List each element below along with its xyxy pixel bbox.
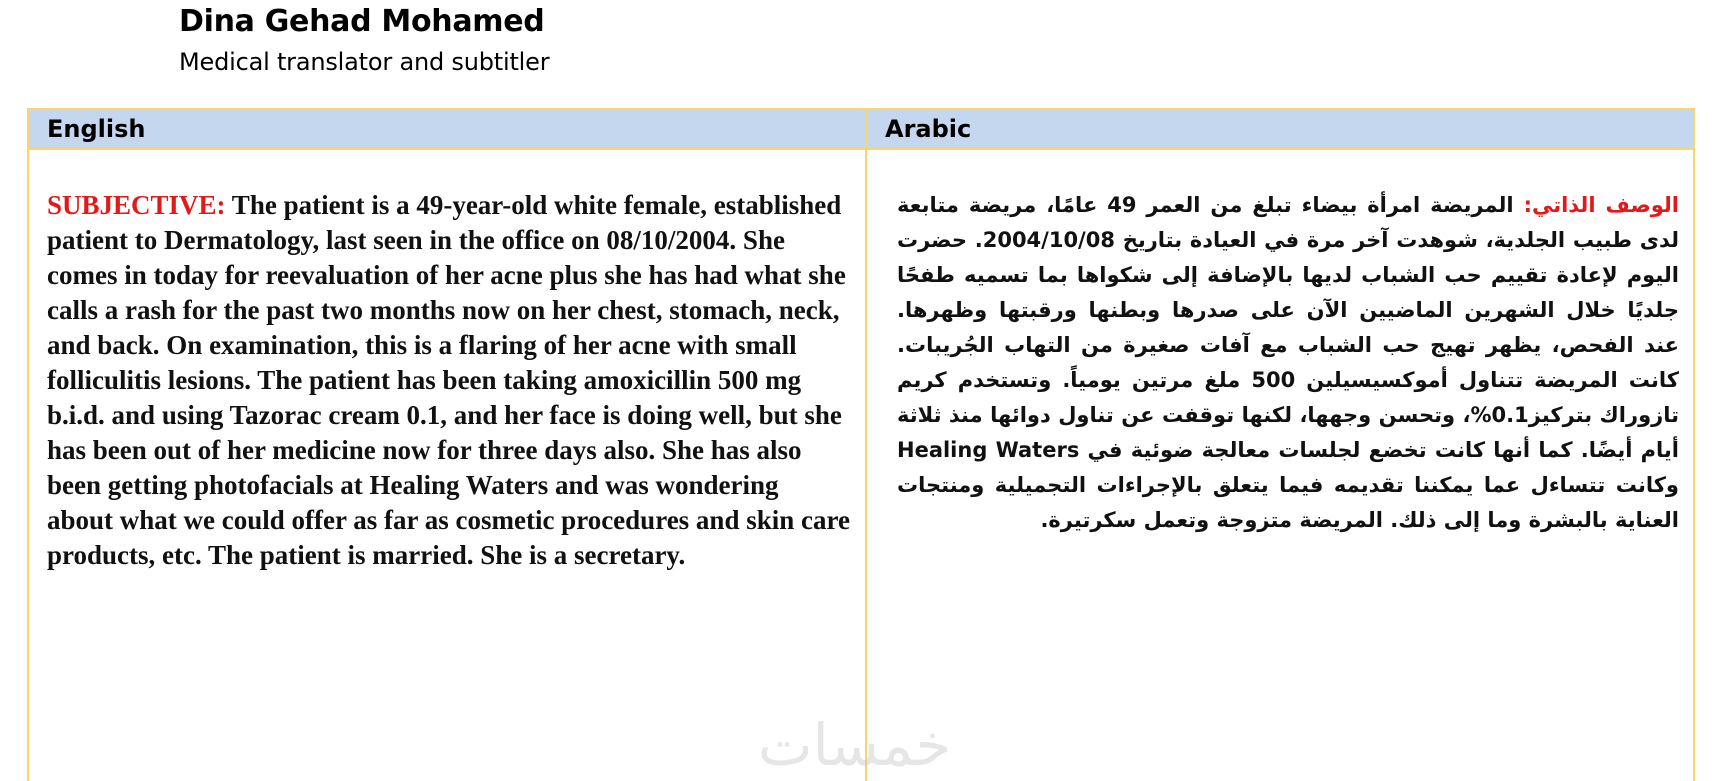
table-row (28, 149, 1694, 781)
author-name: Dina Gehad Mohamed (179, 4, 545, 39)
column-header-arabic: Arabic (866, 109, 1694, 149)
english-section-label: SUBJECTIVE: (47, 190, 226, 220)
arabic-section-label: الوصف الذاتي: (1523, 193, 1680, 217)
english-body-text: The patient is a 49-year-old white female, established patient to Dermatology, last seen in the office on 08/10/2004. She comes in today for reevaluation of her acne plus she has had what she calls a rash for the past two months now on her chest, stomach, neck, and back. On examination, this is a flaring of her acne with small folliculitis lesions. The patient has been taking amoxicillin 500 mg b.i.d. and using Tazorac cream 0.1, and her face is doing well, but she has been out of her medicine now for three days also. She has also been getting photofacials at Healing Waters and was wondering about what we could offer as far as cosmetic procedures and skin care products, etc. The patient is married. She is a secretary. (47, 190, 850, 570)
arabic-paragraph (897, 188, 1679, 538)
column-header-english: English (28, 109, 866, 149)
translation-table (27, 108, 1695, 781)
document-header (179, 2, 549, 77)
english-paragraph (47, 188, 851, 573)
english-cell (28, 149, 866, 781)
table-header-row (28, 109, 1694, 149)
author-role: Medical translator and subtitler (179, 48, 550, 76)
watermark-logo: خمسات (758, 711, 952, 779)
arabic-cell (866, 149, 1694, 781)
arabic-body-text: المريضة امرأة بيضاء تبلغ من العمر 49 عامًا، مريضة متابعة لدى طبيب الجلدية، شوهدت آخر مرة في العيادة بتاريخ 2004/10/08. حضرت اليوم لإعادة تقييم حب الشباب لديها بالإضافة إلى شكواها بما تسميه طفحًا جلديًا خلال الشهرين الماضيين الآن على صدرها وبطنها ورقبتها وظهرها. عند الفحص، يظهر تهيج حب الشباب مع آفات صغيرة من التهاب الجُريبات. كانت المريضة تتناول أموكسيسيلين 500 ملغ مرتين يومياً. وتستخدم كريم تازوراك بتركيز0.1%، وتحسن وجهها، لكنها توقفت عن تناول دوائها منذ ثلاثة أيام أيضًا. كما أنها كانت تخضع لجلسات معالجة ضوئية في Healing Waters وكانت تتساءل عما يمكننا تقديمه فيما يتعلق بالإجراءات التجميلية ومنتجات العناية بالبشرة وما إلى ذلك. المريضة متزوجة وتعمل سكرتيرة. (897, 193, 1679, 532)
